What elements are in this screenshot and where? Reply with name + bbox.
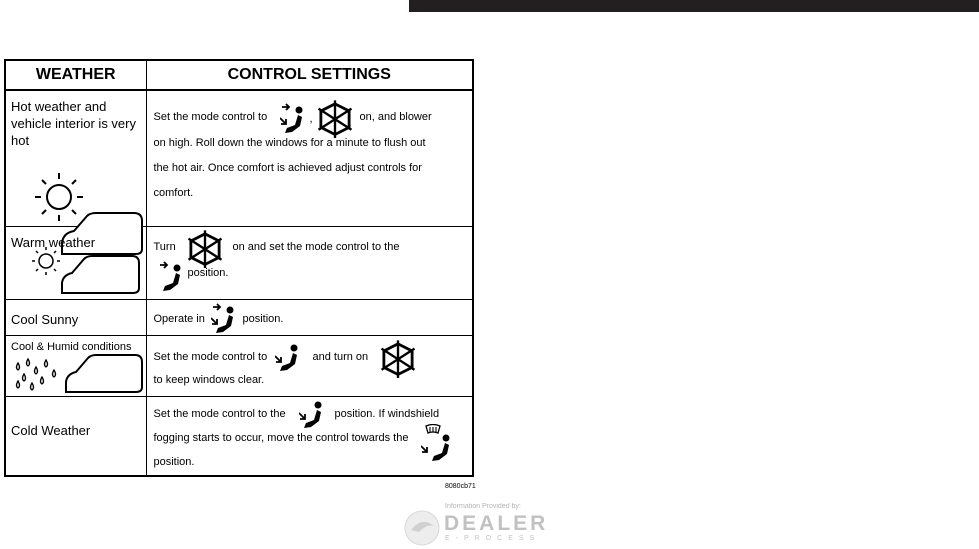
bilevel-mode-icon [211, 302, 241, 334]
table-row-cool-sunny [5, 299, 473, 336]
weather-label: Warm weather [11, 234, 96, 250]
control-text: on, and blower [359, 111, 432, 124]
dealer-eprocess-logo [402, 503, 572, 549]
control-text: Set the mode control to [153, 111, 268, 124]
logo-brand-text: DEALER [444, 512, 549, 535]
control-text: to keep windows clear. [153, 374, 265, 387]
panel-mode-icon [158, 260, 188, 292]
control-settings-column-header: CONTROL SETTINGS [146, 60, 473, 90]
control-text: fogging starts to occur, move the control towards the [153, 432, 409, 445]
weather-cell [5, 226, 146, 299]
page-top-bar [409, 0, 979, 12]
rain-car-icon [14, 350, 144, 394]
logo-sub-text: E-PROCESS [445, 535, 541, 542]
control-text: position. [187, 266, 229, 279]
bilevel-mode-icon [280, 102, 310, 134]
table-row-cool-humid [5, 336, 473, 397]
weather-label: Hot weather and vehicle interior is very hot [11, 99, 136, 149]
floor-mode-icon [275, 340, 305, 372]
control-text: on high. Roll down the windows for a minute to flush out [153, 137, 426, 150]
logo-provided-text: Information Provided by: [445, 503, 521, 510]
control-text: Operate in [153, 312, 205, 325]
control-text: Set the mode control to the [153, 408, 286, 421]
defrost-mode-icon [421, 424, 457, 462]
weather-label: Cool & Humid conditions [11, 341, 132, 354]
table-row-hot-weather [5, 90, 473, 226]
ac-snowflake-icon [378, 338, 418, 378]
control-text: comfort. [153, 187, 194, 200]
control-cell [146, 336, 473, 397]
control-cell [146, 299, 473, 336]
floor-mode-icon [299, 397, 329, 429]
control-text: position. If windshield [334, 408, 440, 421]
control-cell [146, 397, 473, 476]
weather-cell [5, 90, 146, 226]
dealer-logo-emblem-icon [402, 508, 442, 548]
control-text: and turn on [312, 351, 369, 364]
control-settings-table [4, 59, 474, 477]
control-text: , [309, 113, 313, 126]
control-text: on and set the mode control to the [232, 240, 400, 253]
table-row-warm-weather [5, 226, 473, 299]
ac-snowflake-icon [185, 228, 225, 268]
weather-cell [5, 397, 146, 476]
control-cell [146, 90, 473, 226]
table-row-cold-weather [5, 397, 473, 476]
sun-car-icon [29, 245, 141, 295]
control-text: position. [153, 456, 195, 469]
weather-column-header: WEATHER [5, 60, 146, 90]
weather-cell [5, 336, 146, 397]
weather-label: Cool Sunny [11, 311, 79, 327]
ac-snowflake-icon [315, 98, 355, 138]
weather-cell [5, 299, 146, 336]
control-cell [146, 226, 473, 299]
control-text: the hot air. Once comfort is achieved adjust controls for [153, 162, 422, 175]
control-text: Set the mode control to [153, 351, 268, 364]
control-text: position. [242, 312, 284, 325]
weather-label: Cold Weather [11, 423, 91, 439]
control-text: Turn [153, 240, 176, 253]
figure-code: 8080cb71 [445, 483, 476, 490]
